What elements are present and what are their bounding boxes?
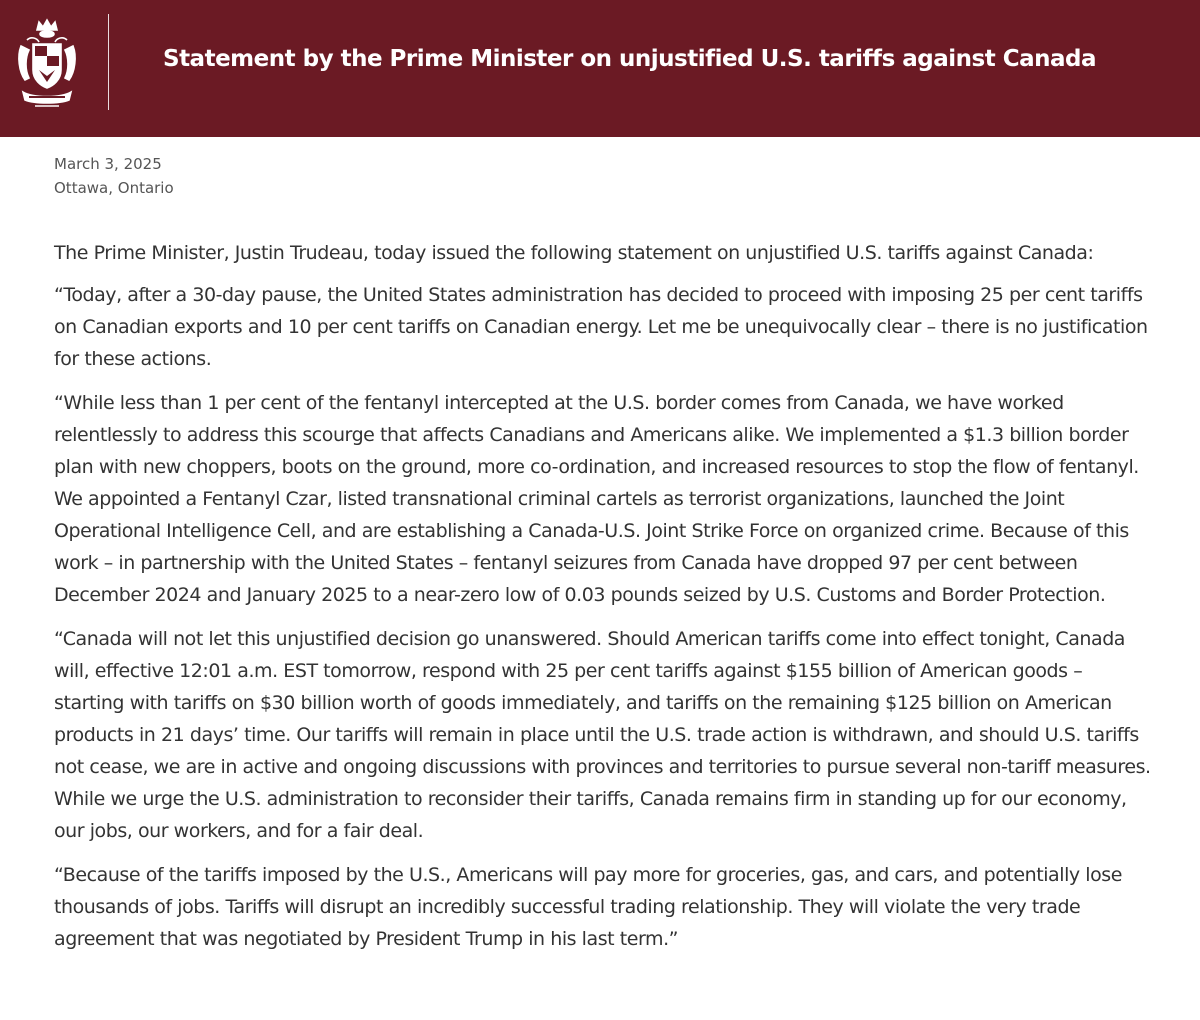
body-paragraph: “While less than 1 per cent of the fentanyl intercepted at the U.S. border comes from Canada, we have worked relentlessly to address this scourge that affects Canadians and Americans alike. We implemented a $1.3 billion border plan with new choppers, boots on the ground, more co-ordination, and increased resources to stop the flow of fentanyl. We appointed a Fentanyl Czar, listed transnational criminal cartels as terrorist organizations, launched the Joint Operational Intelligence Cell, and are establishing a Canada-U.S. Joint Strike Force on organized crime. Because of this work – in partnership with the United States – fentanyl seizures from Canada have dropped 97 per cent between December 2024 and January 2025 to a near-zero low of 0.03 pounds seized by U.S. Customs and Border Protection. xyxy=(54,392,1139,606)
statement-body xyxy=(54,237,1154,967)
body-paragraph: “Today, after a 30-day pause, the United States administration has decided to proceed with imposing 25 per cent tariffs on Canadian exports and 10 per cent tariffs on Canadian energy. Let me be unequivocally clear – there is no justification for these actions. xyxy=(54,284,1148,370)
body-paragraph: “Because of the tariffs imposed by the U.S., Americans will pay more for groceries, gas, and cars, and potentially lose thousands of jobs. Tariffs will disrupt an incredibly successful trading relationship. They will violate the very trade agreement that was negotiated by President Trump in his last term.” xyxy=(54,864,1122,950)
statement-location: Ottawa, Ontario xyxy=(54,179,174,197)
page-header xyxy=(0,0,1200,137)
body-paragraph: “Canada will not let this unjustified decision go unanswered. Should American tariffs come into effect tonight, Canada will, effective 12:01 a.m. EST tomorrow, respond with 25 per cent tariffs against $155 billion of American goods – starting with tariffs on $30 billion worth of goods immediately, and tariffs on the remaining $125 billion on American products in 21 days’ time. Our tariffs will remain in place until the U.S. trade action is withdrawn, and should U.S. tariffs not cease, we are in active and ongoing discussions with provinces and territories to pursue several non-tariff measures. While we urge the U.S. administration to reconsider their tariffs, Canada remains firm in standing up for our economy, our jobs, our workers, and for a fair deal. xyxy=(54,628,1151,842)
statement-meta xyxy=(54,152,174,200)
header-divider xyxy=(108,14,109,110)
body-paragraph: The Prime Minister, Justin Trudeau, today issued the following statement on unjustified U.S. tariffs against Canada: xyxy=(54,242,1094,264)
statement-date: March 3, 2025 xyxy=(54,155,162,173)
page-title: Statement by the Prime Minister on unjustified U.S. tariffs against Canada xyxy=(163,46,1096,72)
coat-of-arms-icon xyxy=(13,16,81,112)
